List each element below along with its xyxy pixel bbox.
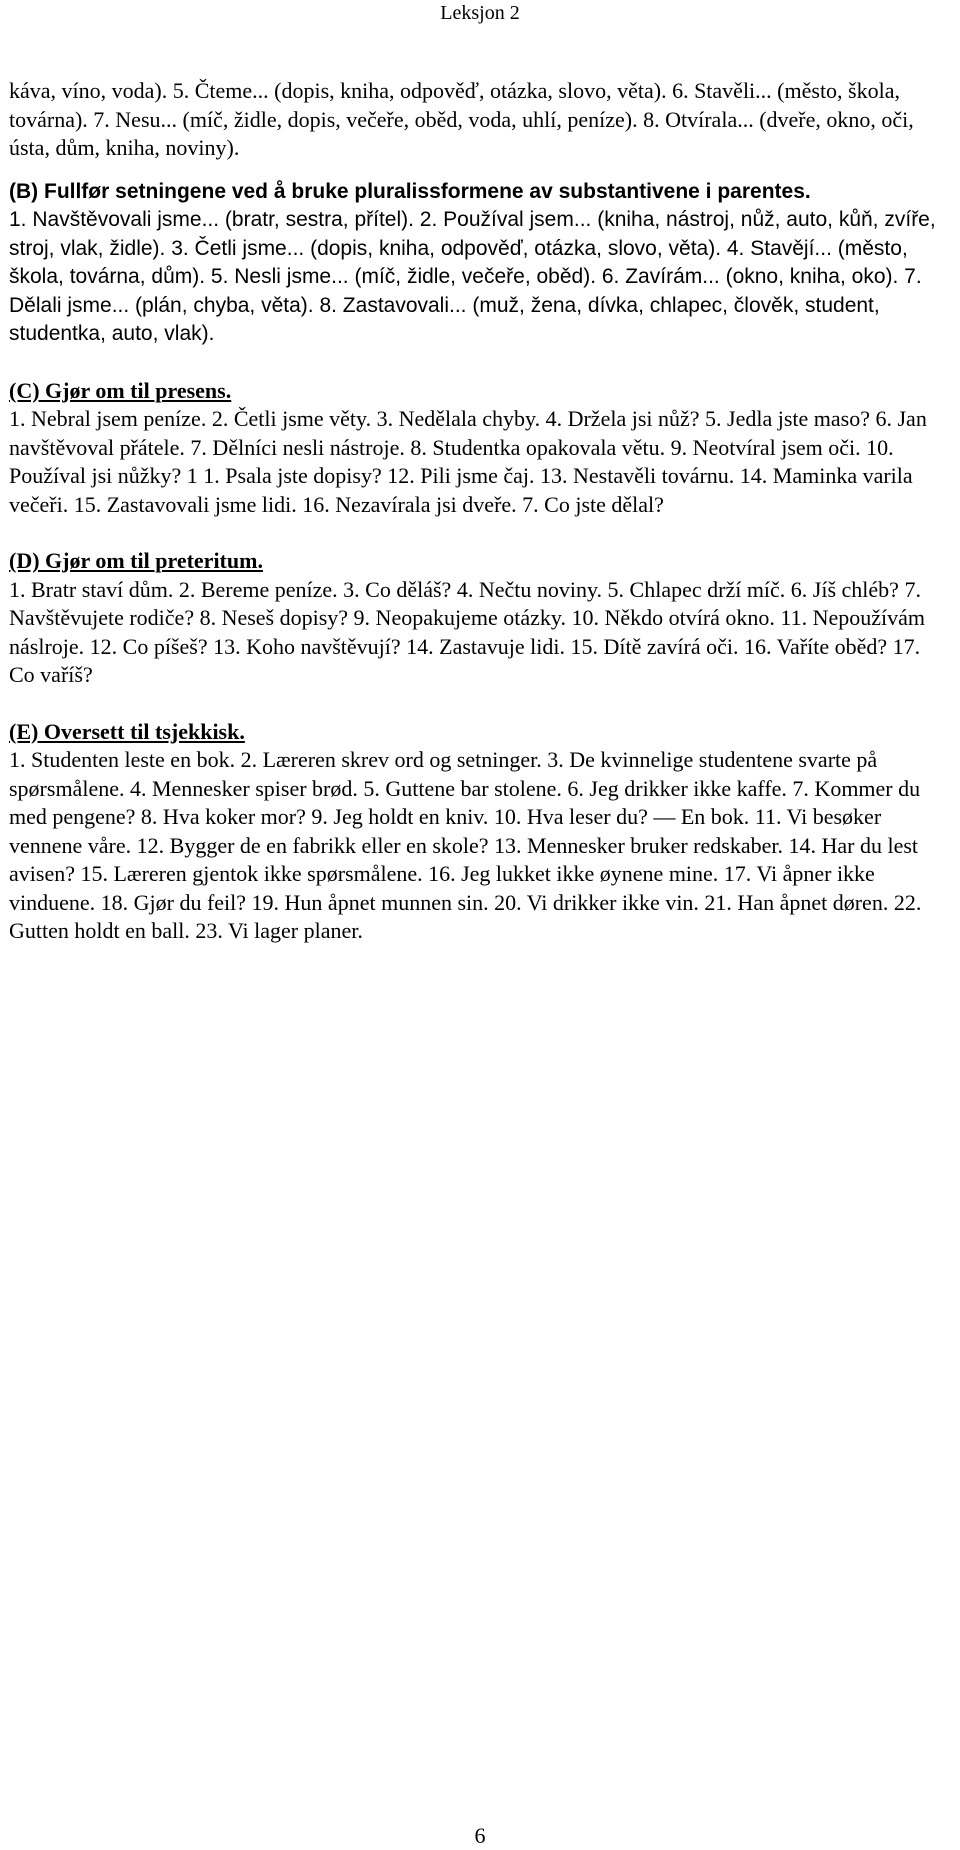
section-c-heading xyxy=(9,377,939,406)
page-header: Leksjon 2 xyxy=(440,2,520,24)
section-b-text: 1. Navštěvovali jsme... (bratr, sestra, přítel). 2. Používal jsem... (kniha, nástroj, nůž, auto, kůň, zvíře, stroj, vlak, židle). 3. Četli jsme... (dopis, kniha, odpověď, otázka, slovo, věta). 4. Stavějí... (město, škola, továrna, dům). 5. Nesli jsme... (míč, židle, večeře, oběd). 6. Zavírám... (okno, kniha, oko). 7. Dělali jsme... (plán, chyba, věta). 8. Zastavovali... (muž, žena, dívka, chlapec, člověk, student, studentka, auto, vlak). xyxy=(9,208,936,345)
section-d-text: 1. Bratr staví dům. 2. Bereme peníze. 3. Co děláš? 4. Nečtu noviny. 5. Chlapec drží míč. 6. Jíš chléb? 7. Navštěvujete rodiče? 8. Neseš dopisy? 9. Neopakujeme otázky. 10. Někdo otvírá okno. 11. Nepoužívám náslroje. 12. Co píšeš? 13. Koho navštěvují? 14. Zastavuje lidi. 15. Dítě zavírá oči. 16. Vaříte oběd? 17. Co vaříš? xyxy=(9,576,925,687)
section-e-text: 1. Studenten leste en bok. 2. Læreren skrev ord og setninger. 3. De kvinnelige studentene svarte på spørsmålene. 4. Mennesker spiser brød. 5. Guttene bar stolene. 6. Jeg drikker ikke kaffe. 7. Kommer du med pengene? 8. Hva koker mor? 9. Jeg holdt en kniv. 10. Hva leser du? — En bok. 11. Vi besøker vennene våre. 12. Bygger de en fabrikk eller en skole? 13. Mennesker bruker redskaber. 14. Har du lest avisen? 15. Læreren gjentok ikke spørsmålene. 16. Jeg lukket ikke øynene mine. 17. Vi åpner ikke vinduene. 18. Gjør du feil? 19. Hun åpnet munnen sin. 20. Vi drikker ikke vin. 21. Han åpnet døren. 22. Gutten holdt en ball. 23. Vi lager planer. xyxy=(9,747,922,943)
page-number: 6 xyxy=(474,1823,486,1848)
section-d-heading xyxy=(9,547,939,576)
section-c-heading-text: (C) Gjør om til presens. xyxy=(9,377,232,403)
section-e-heading-text: (E) Oversett til tsjekkisk. xyxy=(9,718,245,744)
section-a-tail: káva, víno, voda). 5. Čteme... (dopis, kniha, odpověď, otázka, slovo, věta). 6. Stavěli... (město, škola, továrna). 7. Nesu... (míč, židle, dopis, večeře, oběd, voda, uhlí, peníze). 8. Otvírala... (dveře, okno, oči, ústa, dům, kniha, noviny). xyxy=(9,78,914,160)
page-content xyxy=(9,77,939,946)
section-d-heading-text: (D) Gjør om til preteritum. xyxy=(9,548,263,573)
section-e-heading xyxy=(9,718,939,747)
section-c-text: 1. Nebral jsem peníze. 2. Četli jsme věty. 3. Nedělala chyby. 4. Držela jsi nůž? 5. Jedla jste maso? 6. Jan navštěvoval přátele. 7. Dělníci nesli nástroje. 8. Studentka opakovala větu. 9. Neotvíral jsem oči. 10. Používal jsi nůžky? 1 1. Psala jste dopisy? 12. Pili jsme čaj. 13. Nestavěli továrnu. 14. Maminka varila večeři. 15. Zastavovali jsme lidi. 16. Nezavírala jsi dveře. 7. Co jste dělal? xyxy=(9,406,927,517)
section-b-heading xyxy=(9,177,939,207)
section-b-heading-text: (B) Fullfør setningene ved å bruke pluralissformene av substantivene i parentes. xyxy=(9,179,811,203)
